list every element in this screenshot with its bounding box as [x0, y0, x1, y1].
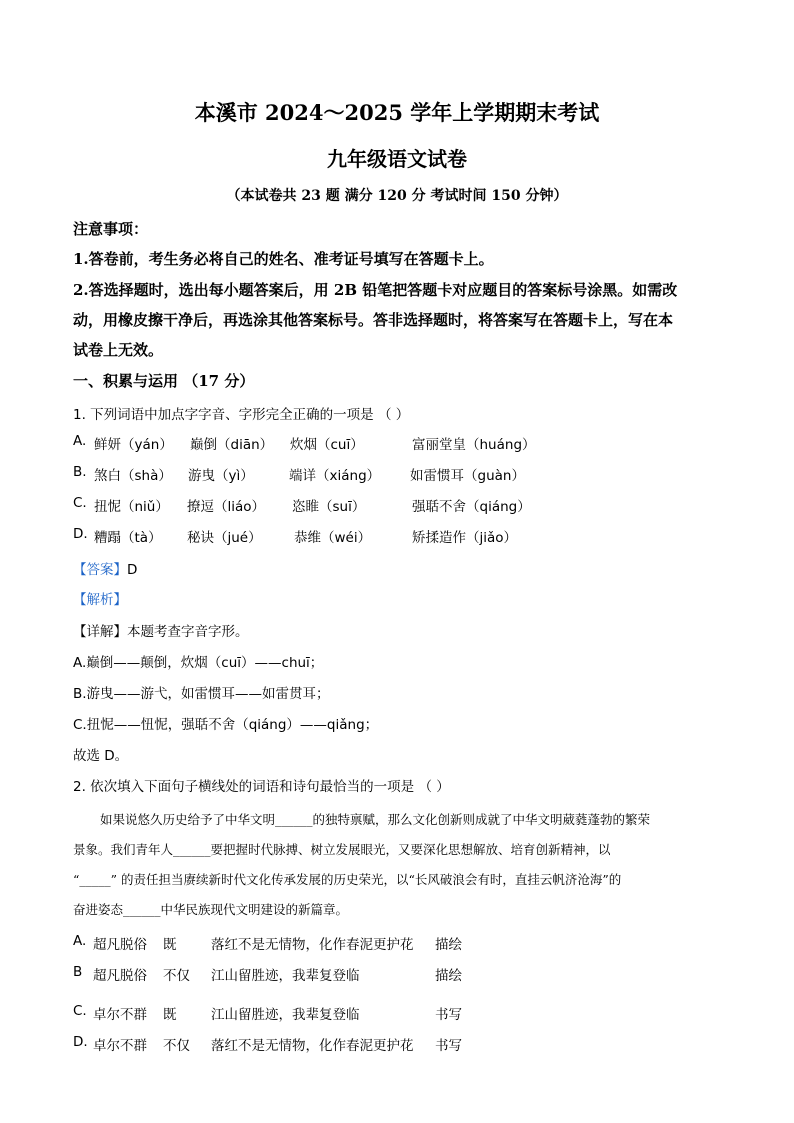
option-word: 描绘 — [435, 937, 462, 953]
option-word: 既 — [163, 1007, 177, 1023]
option-label: C. — [73, 495, 87, 511]
option-poem: 落红不是无情物，化作春泥更护花 — [211, 1038, 414, 1054]
exam-title: 本溪市 2024～2025 学年上学期期末考试 — [194, 100, 600, 125]
passage-line-3: “_____” 的责任担当赓续新时代文化传承发展的历史荣光，以“长风破浪会有时，直挂云帆济沧海”的 — [73, 872, 622, 887]
option-word: 卓尔不群 — [93, 1038, 147, 1054]
option-label: A. — [73, 433, 87, 449]
explanation-b: B.游曳——游弋，如雷惯耳——如雷贯耳； — [73, 686, 330, 702]
option-word: 卓尔不群 — [93, 1007, 147, 1023]
option-word: 巅倒（diān） — [190, 437, 274, 453]
analysis-tag: 【解析】 — [73, 592, 127, 608]
notes-item-2-line-3: 试卷上无效。 — [73, 341, 164, 359]
option-word: 如雷惯耳（guàn） — [410, 468, 525, 484]
option-poem: 江山留胜迹，我辈复登临 — [211, 968, 360, 984]
explanation-c: C.扭怩——忸怩，强聒不舍（qiáng）——qiǎng； — [73, 717, 379, 733]
option-word: 糟蹋（tà） — [94, 530, 162, 546]
section-heading: 一、积累与运用 （17 分） — [73, 372, 255, 390]
option-word: 扭怩（niǔ） — [94, 499, 169, 515]
option-label: B. — [73, 464, 87, 480]
option-word: 撩逗（liáo） — [187, 499, 266, 515]
option-word: 富丽堂皇（huáng） — [412, 437, 536, 453]
detail-text: 本题考查字音字形。 — [127, 624, 249, 640]
notes-heading: 注意事项： — [73, 220, 149, 238]
passage-line-4: 奋进姿态______中华民族现代文明建设的新篇章。 — [73, 902, 349, 917]
option-word: 煞白（shà） — [94, 468, 172, 484]
option-word: 端详（xiáng） — [289, 468, 381, 484]
option-word: 既 — [163, 937, 177, 953]
passage-line-1: 如果说悠久历史给予了中华文明______的独特禀赋，那么文化创新则成就了中华文明葳蕤蓬勃的繁荣 — [100, 812, 651, 827]
option-word: 书写 — [435, 1038, 462, 1054]
option-word: 鲜妍（yán） — [94, 437, 173, 453]
answer-value: D — [127, 562, 138, 578]
option-word: 书写 — [435, 1007, 462, 1023]
option-word: 不仅 — [163, 968, 190, 984]
answer-tag: 【答案】 — [73, 562, 127, 578]
option-word: 超凡脱俗 — [93, 937, 147, 953]
option-word: 矫揉造作（jiǎo） — [412, 530, 518, 546]
option-word: 恣睢（suī） — [292, 499, 366, 515]
option-label: A. — [73, 933, 87, 949]
option-word: 强聒不舍（qiáng） — [412, 499, 531, 515]
detail-tag: 【详解】 — [73, 624, 127, 640]
option-word: 超凡脱俗 — [93, 968, 147, 984]
option-word: 炊烟（cuī） — [290, 437, 364, 453]
question-1-stem: 1. 下列词语中加点字字音、字形完全正确的一项是 （ ） — [73, 407, 410, 423]
option-label: B — [73, 964, 83, 980]
option-label: D. — [73, 1034, 88, 1050]
notes-item-2-line-1: 2.答选择题时，选出每小题答案后，用 2B 铅笔把答题卡对应题目的答案标号涂黑。如需改 — [73, 281, 678, 299]
detail-line — [73, 620, 249, 640]
notes-item-1: 1.答卷前，考生务必将自己的姓名、准考证号填写在答题卡上。 — [73, 250, 494, 268]
option-label: D. — [73, 526, 88, 542]
option-poem: 落红不是无情物，化作春泥更护花 — [211, 937, 414, 953]
option-poem: 江山留胜迹，我辈复登临 — [211, 1007, 360, 1023]
option-word: 秘诀（jué） — [187, 530, 262, 546]
exam-subtitle: 九年级语文试卷 — [327, 147, 467, 171]
option-word: 不仅 — [163, 1038, 190, 1054]
option-word: 游曳（yì） — [188, 468, 254, 484]
answer-line — [73, 558, 137, 578]
exam-info: （本试卷共 23 题 满分 120 分 考试时间 150 分钟） — [226, 188, 568, 204]
option-label: C. — [73, 1003, 87, 1019]
conclusion: 故选 D。 — [73, 748, 129, 764]
question-2-stem: 2. 依次填入下面句子横线处的词语和诗句最恰当的一项是 （ ） — [73, 779, 450, 795]
notes-item-2-line-2: 动，用橡皮擦干净后，再选涂其他答案标号。答非选择题时，将答案写在答题卡上，写在本 — [73, 311, 674, 329]
option-word: 描绘 — [435, 968, 462, 984]
passage-line-2: 景象。我们青年人______要把握时代脉搏、树立发展眼光，又要深化思想解放、培育创新精神，以 — [73, 842, 611, 857]
option-word: 恭维（wéi） — [294, 530, 372, 546]
explanation-a: A.巅倒——颠倒，炊烟（cuī）——chuī； — [73, 655, 324, 671]
